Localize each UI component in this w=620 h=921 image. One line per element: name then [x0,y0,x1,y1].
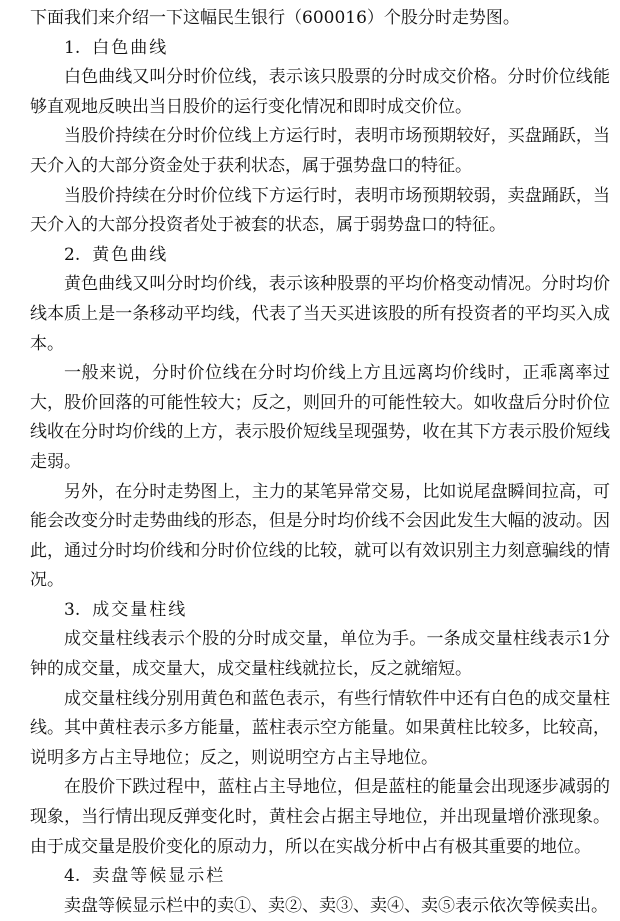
section-title: 卖盘等候显示栏 [92,866,226,887]
section-number: 3. [64,599,81,620]
section-sell-queue [30,862,610,921]
section-number: 2. [64,244,81,265]
paragraph: 当股价持续在分时价位线上方运行时，表明市场预期较好，买盘踊跃，当天介入的大部分资金处于获利状态，属于强势盘口的特征。 [30,126,610,176]
section-title: 白色曲线 [92,37,169,58]
paragraph: 成交量柱线分别用黄色和蓝色表示，有些行情软件中还有白色的成交量柱线。其中黄柱表示多方能量，蓝柱表示空方能量。如果黄柱比较多，比较高，说明多方占主导地位；反之，则说明空方占主导地位。 [30,688,610,768]
section-volume-bars [30,596,610,862]
section-title: 黄色曲线 [92,244,169,265]
section-number: 4. [64,866,81,887]
section-heading [30,596,610,626]
paragraph: 卖盘等候显示栏中的卖①、卖②、卖③、卖④、卖⑤表示依次等候卖出。 [64,895,608,916]
section-number: 1. [64,37,81,58]
section-heading [30,862,610,892]
section-white-curve [30,34,610,241]
paragraph: 另外，在分时走势图上，主力的某笔异常交易，比如说尾盘瞬间拉高，可能会改变分时走势曲线的形态，但是分时均价线不会因此发生大幅的波动。因此，通过分时均价线和分时价位线的比较，就可以有效识别主力刻意骗线的情况。 [30,481,610,591]
paragraph: 成交量柱线表示个股的分时成交量，单位为手。一条成交量柱线表示1分钟的成交量，成交量大，成交量柱线就拉长，反之就缩短。 [30,629,610,680]
section-heading [30,34,610,64]
section-title: 成交量柱线 [92,599,188,620]
paragraph: 黄色曲线又叫分时均价线，表示该种股票的平均价格变动情况。分时均价线本质上是一条移动平均线，代表了当天买进该股的所有投资者的平均买入成本。 [30,274,610,354]
paragraph: 白色曲线又叫分时价位线，表示该只股票的分时成交价格。分时价位线能够直观地反映出当日股价的运行变化情况和即时成交价位。 [30,67,610,117]
intro-paragraph: 下面我们来介绍一下这幅民生银行（600016）个股分时走势图。 [30,8,520,28]
paragraph: 一般来说，分时价位线在分时均价线上方且远离均价线时，正乖离率过大，股价回落的可能性较大；反之，则回升的可能性较大。如收盘后分时价位线收在分时均价线的上方，表示股价短线呈现强势，收在其下方表示股价短线走弱。 [30,363,610,472]
paragraph: 当股价持续在分时价位线下方运行时，表明市场预期较弱，卖盘踊跃，当天介入的大部分投资者处于被套的状态，属于弱势盘口的特征。 [30,185,610,236]
paragraph: 在股价下跌过程中，蓝柱占主导地位，但是蓝柱的能量会出现逐步减弱的现象，当行情出现反弹变化时，黄柱会占据主导地位，并出现量增价涨现象。由于成交量是股价变化的原动力，所以在实战分析中占有极其重要的地位。 [30,777,610,857]
section-yellow-curve [30,241,610,596]
section-heading [30,241,610,271]
